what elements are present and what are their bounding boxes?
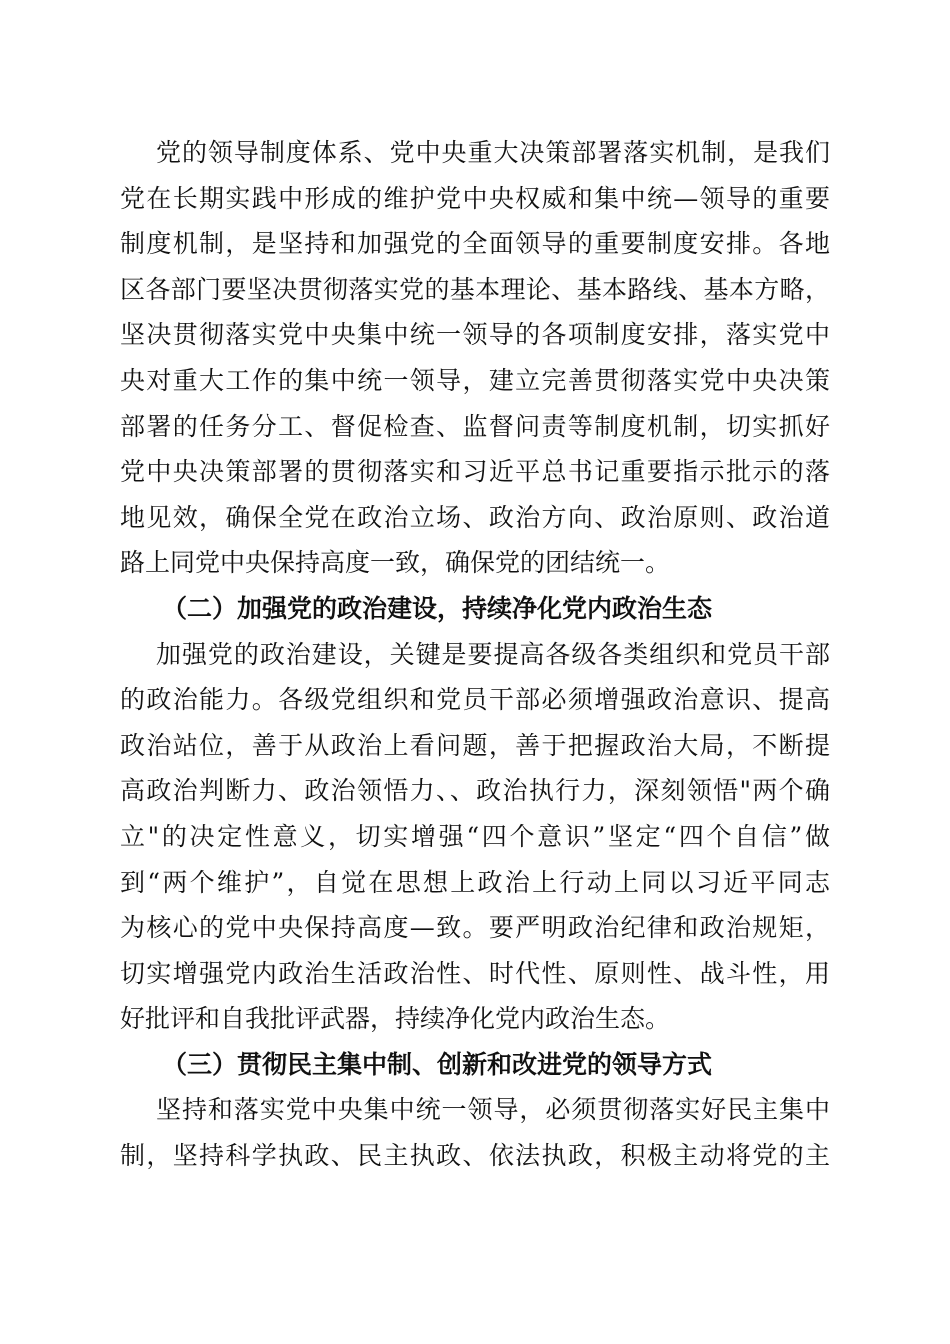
text-line: 制，坚持科学执政、民主执政、依法执政，积极主动将党的主 [120, 1141, 830, 1171]
section-heading-3: （三）贯彻民主集中制、创新和改进党的领导方式 [162, 1049, 713, 1079]
text-line: 加强党的政治建设，关键是要提高各级各类组织和党员干部 [156, 639, 830, 669]
text-line: 部署的任务分工、督促检查、监督问责等制度机制，切实抓好 [120, 411, 830, 441]
text-line: 地见效，确保全党在政治立场、政治方向、政治原则、政治道 [120, 502, 830, 532]
text-line: 切实增强党内政治生活政治性、时代性、原则性、战斗性，用 [120, 958, 830, 988]
text-line: 路上同党中央保持高度一致，确保党的团结统一。 [120, 548, 671, 578]
body-paragraph-3 [120, 1087, 830, 1178]
text-line: 高政治判断力、政治领悟力、、政治执行力，深刻领悟"两个确 [120, 776, 830, 806]
body-paragraph-1 [120, 130, 830, 586]
text-line: 好批评和自我批评武器，持续净化党内政治生态。 [120, 1004, 671, 1034]
text-line: 为核心的党中央保持高度—致。要严明政治纪律和政治规矩， [120, 913, 830, 943]
text-line: 党的领导制度体系、党中央重大决策部署落实机制，是我们 [156, 138, 830, 167]
text-line: 央对重大工作的集中统一领导，建立完善贯彻落实党中央决策 [120, 365, 830, 395]
text-line: 立"的决定性意义，切实增强“四个意识”坚定“四个自信”做 [120, 821, 830, 851]
text-line: 的政治能力。各级党组织和党员干部必须增强政治意识、提高 [120, 685, 830, 715]
text-line: 制度机制，是坚持和加强党的全面领导的重要制度安排。各地 [120, 229, 830, 259]
text-line: 区各部门要坚决贯彻落实党的基本理论、基本路线、基本方略， [120, 274, 830, 304]
text-line: 党在长期实践中形成的维护党中央权威和集中统—领导的重要 [120, 183, 830, 213]
text-line: 坚决贯彻落实党中央集中统一领导的各项制度安排，落实党中 [120, 320, 830, 350]
text-line: 坚持和落实党中央集中统一领导，必须贯彻落实好民主集中 [156, 1095, 830, 1125]
section-heading-2: （二）加强党的政治建设，持续净化党内政治生态 [162, 593, 713, 623]
text-line: 党中央决策部署的贯彻落实和习近平总书记重要指示批示的落 [120, 457, 830, 487]
text-line: 政治站位，善于从政治上看问题，善于把握政治大局，不断提 [120, 730, 830, 760]
body-paragraph-2 [120, 632, 830, 1042]
text-line: 到“两个维护”，自觉在思想上政治上行动上同以习近平同志 [120, 867, 830, 897]
